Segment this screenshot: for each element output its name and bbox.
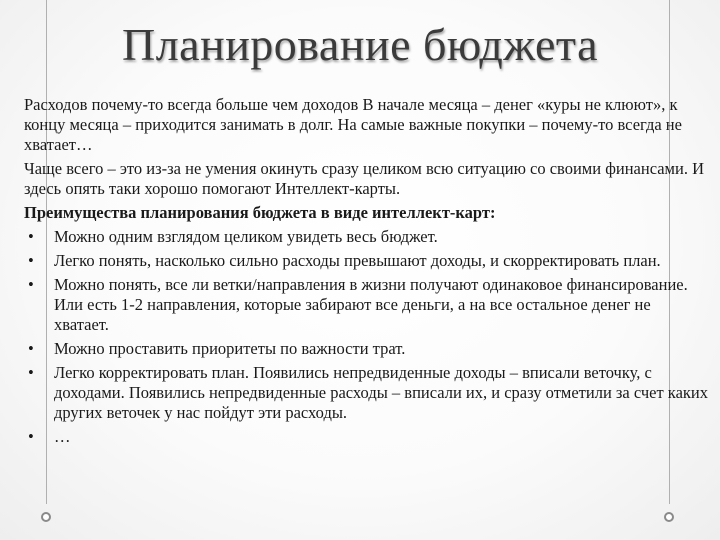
- list-item-text: Легко понять, насколько сильно расходы превышают доходы, и скорректировать план.: [54, 251, 661, 270]
- bullet-icon: •: [28, 251, 34, 270]
- bullet-icon: •: [28, 427, 34, 446]
- list-item-text: Можно понять, все ли ветки/направления в жизни получают одинаковое финансирование. Или есть 1-2 направления, которые забирают все деньги, а на все остальное денег не хватает.: [54, 275, 688, 334]
- list-item-text: …: [54, 427, 71, 446]
- list-item: [24, 427, 708, 447]
- bullet-icon: •: [28, 339, 34, 358]
- intro-paragraph-2: Чаще всего – это из-за не умения окинуть сразу целиком всю ситуацию со своими финансами. И здесь опять таки хорошо помогают Интеллект-карты.: [24, 159, 704, 198]
- bullet-icon: •: [28, 227, 34, 246]
- list-item: [24, 339, 708, 359]
- slide-title: Планирование бюджета: [121, 19, 599, 70]
- slide-body: [24, 95, 708, 451]
- bullet-icon: •: [28, 363, 34, 382]
- list-item: [24, 275, 708, 335]
- bullet-icon: •: [28, 275, 34, 294]
- list-item-text: Легко корректировать план. Появились непредвиденные доходы – вписали веточку, с доходами. Появились непредвиденные расходы – вписали их, и сразу отметили за счет каких других веточек у нас пойдут эти расходы.: [54, 363, 708, 422]
- list-item-text: Можно одним взглядом целиком увидеть весь бюджет.: [54, 227, 438, 246]
- list-item: [24, 227, 708, 247]
- list-item-text: Можно проставить приоритеты по важности трат.: [54, 339, 406, 358]
- decorative-right-circle: [664, 512, 674, 522]
- intro-paragraph-1: Расходов почему-то всегда больше чем доходов В начале месяца – денег «куры не клюют», к концу месяца – приходится занимать в долг. На самые важные покупки – почему-то всегда не хватает…: [24, 95, 682, 154]
- list-item: [24, 251, 708, 271]
- decorative-left-circle: [41, 512, 51, 522]
- advantages-list: [24, 227, 708, 447]
- list-item: [24, 363, 708, 423]
- advantages-heading: Преимущества планирования бюджета в виде интеллект-карт:: [24, 203, 496, 222]
